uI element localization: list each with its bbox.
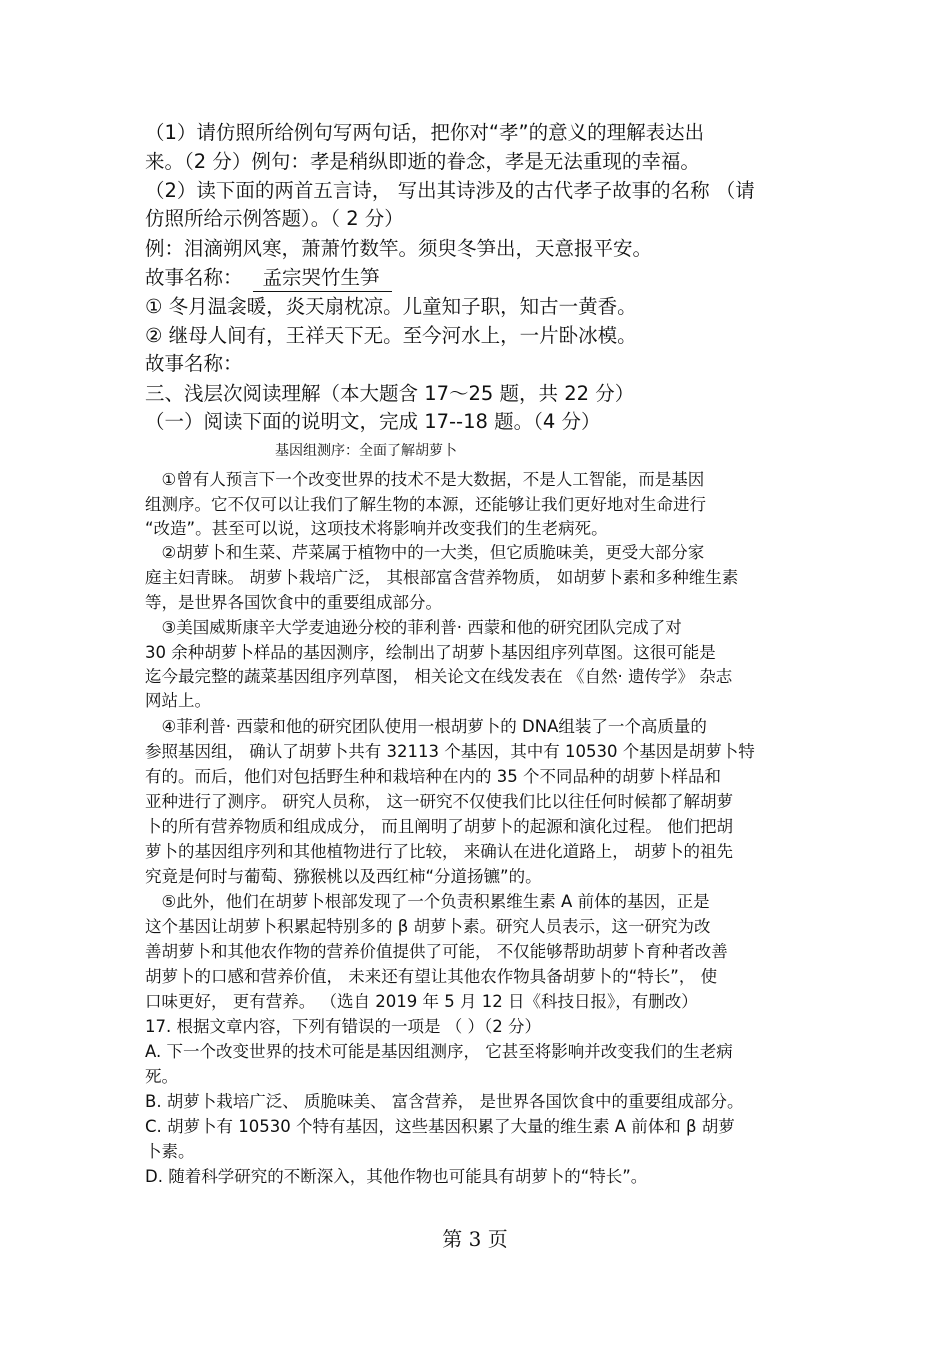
article-line: 亚种进行了测序。 研究人员称， 这一研究不仅使我们比以往任何时候都了解胡萝 xyxy=(145,792,733,811)
poem-line: ① 冬月温衾暖，炎天扇枕凉。儿童知子职，知古一黄香。 xyxy=(145,295,637,318)
article-line: ④菲利普· 西蒙和他的研究团队使用一根胡萝卜的 DNA组装了一个高质量的 xyxy=(145,717,707,736)
story-answer-example: 孟宗哭竹生笋 xyxy=(253,265,392,292)
article-line: ①曾有人预言下一个改变世界的技术不是大数据，不是人工智能，而是基因 xyxy=(145,470,705,489)
article-line: ⑤此外，他们在胡萝卜根部发现了一个负责积累维生素 A 前体的基因，正是 xyxy=(145,892,710,911)
article-line: 迄今最完整的蔬菜基因组序列草图， 相关论文在线发表在 《自然· 遗传学》 杂志 xyxy=(145,667,733,686)
instruction-line: 仿照所给示例答题）。（ 2 分） xyxy=(145,207,404,230)
article-line: 究竟是何时与葡萄、猕猴桃以及西红柿“分道扬镳”的。 xyxy=(145,867,542,886)
option-c-cont: 卜素。 xyxy=(145,1142,195,1161)
article-line: 胡萝卜的口感和营养价值， 未来还有望让其他农作物具备胡萝卜的“特长”， 使 xyxy=(145,967,718,986)
article-line: 网站上。 xyxy=(145,691,211,710)
article-line: 参照基因组， 确认了胡萝卜共有 32113 个基因，其中有 10530 个基因是胡萝卜特 xyxy=(145,742,755,761)
story-label: 故事名称： xyxy=(145,266,243,289)
article-line: 卜的所有营养物质和组成成分， 而且阐明了胡萝卜的起源和演化过程。 他们把胡 xyxy=(145,817,733,836)
page-number: 第 3 页 xyxy=(442,1227,508,1251)
article-line: 善胡萝卜和其他农作物的营养价值提供了可能， 不仅能够帮助胡萝卜育种者改善 xyxy=(145,942,728,961)
poem-line: ② 继母人间有，王祥天下无。至今河水上，一片卧冰模。 xyxy=(145,324,637,347)
instruction-line: （2）读下面的两首五言诗， 写出其诗涉及的古代孝子故事的名称 （请 xyxy=(145,179,755,202)
article-line: 庭主妇青睐。 胡萝卜栽培广泛， 其根部富含营养物质， 如胡萝卜素和多种维生素 xyxy=(145,568,739,587)
article-line: 这个基因让胡萝卜积累起特别多的 β 胡萝卜素。研究人员表示，这一研究为改 xyxy=(145,917,711,936)
article-line: 萝卜的基因组序列和其他植物进行了比较， 来确认在进化道路上， 胡萝卜的祖先 xyxy=(145,842,733,861)
option-b: B. 胡萝卜栽培广泛、 质脆味美、 富含营养， 是世界各国饮食中的重要组成部分。 xyxy=(145,1092,744,1111)
article-line: ③美国威斯康辛大学麦迪逊分校的菲利普· 西蒙和他的研究团队完成了对 xyxy=(145,618,682,637)
article-line: 组测序。它不仅可以让我们了解生物的本源，还能够让我们更好地对生命进行 xyxy=(145,495,706,514)
instruction-line: 来。（2 分）例句：孝是稍纵即逝的眷念，孝是无法重现的幸福。 xyxy=(145,150,700,173)
option-c: C. 胡萝卜有 10530 个特有基因，这些基因积累了大量的维生素 A 前体和 β 胡萝 xyxy=(145,1117,735,1136)
option-a-cont: 死。 xyxy=(145,1067,178,1086)
subsection-heading: （一）阅读下面的说明文，完成 17--18 题。（4 分） xyxy=(145,410,601,433)
story-name-example xyxy=(145,265,825,292)
article-source: 口味更好， 更有营养。 （选自 2019 年 5 月 12 日《科技日报》，有删改） xyxy=(145,992,698,1011)
article-line: 有的。而后，他们对包括野生种和栽培种在内的 35 个不同品种的胡萝卜样品和 xyxy=(145,767,721,786)
instruction-line: （1）请仿照所给例句写两句话，把你对“孝”的意义的理解表达出 xyxy=(145,121,705,144)
article-line: 30 余种胡萝卜样品的基因测序，绘制出了胡萝卜基因组序列草图。这很可能是 xyxy=(145,643,716,662)
example-line: 例：泪滴朔风寒，萧萧竹数竿。须臾冬笋出，天意报平安。 xyxy=(145,237,653,260)
section-heading: 三、浅层次阅读理解（本大题含 17～25 题，共 22 分） xyxy=(145,382,635,405)
option-a: A. 下一个改变世界的技术可能是基因组测序， 它甚至将影响并改变我们的生老病 xyxy=(145,1042,733,1061)
story-label-answer: 故事名称： xyxy=(145,352,243,375)
article-title: 基因组测序：全面了解胡萝卜 xyxy=(275,443,457,459)
article-line: “改造”。甚至可以说，这项技术将影响并改变我们的生老病死。 xyxy=(145,519,608,538)
question-17: 17. 根据文章内容，下列有错误的一项是 （ ）（2 分） xyxy=(145,1017,541,1036)
article-line: 等，是世界各国饮食中的重要组成部分。 xyxy=(145,593,442,612)
option-d: D. 随着科学研究的不断深入，其他作物也可能具有胡萝卜的“特长”。 xyxy=(145,1167,648,1186)
article-line: ②胡萝卜和生菜、芹菜属于植物中的一大类，但它质脆味美，更受大部分家 xyxy=(145,543,705,562)
